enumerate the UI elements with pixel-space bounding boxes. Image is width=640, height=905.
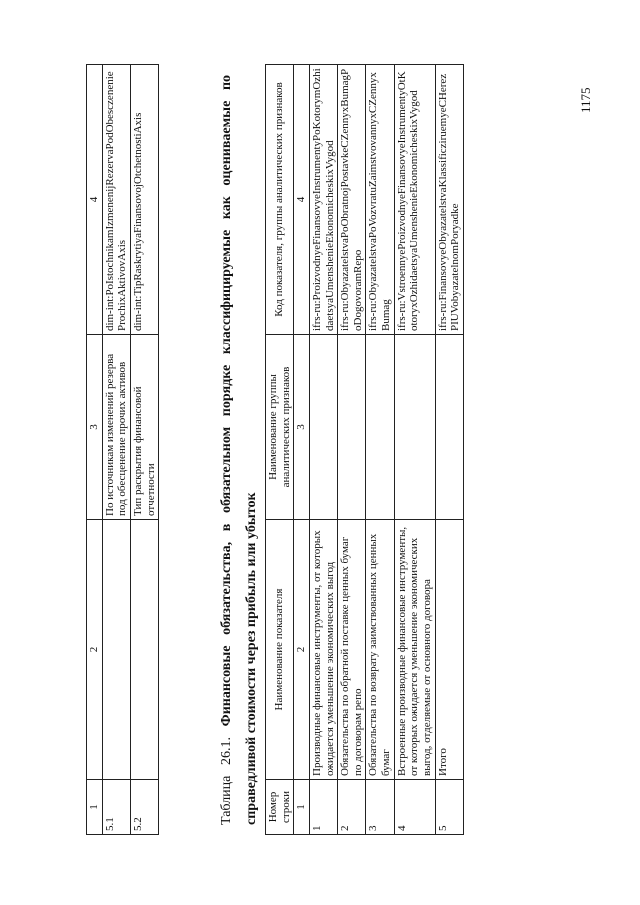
indicator-name: Обязательства по обратной поставке ценных бумаг по договорам репо — [338, 520, 366, 780]
group-name: Тип раскрытия финансовой отчетности — [130, 335, 158, 520]
indicator-name: Встроенные производные финансовые инструменты, от которых ожидается уменьшение экономических выгод, отделяемые от основного договора — [394, 520, 435, 780]
indicator-code: ifrs-ru:ProizvodnyeFinansovyeInstrumentyPoKotorymOzhidaetsyaUmenshenieEkonomicheskixVygod — [309, 65, 337, 335]
indicator-code: dim-int:PoIstochnikamIzmenenijRezervaPodObesczenenieProchixAktivovAxis — [102, 65, 130, 335]
row-number: 3 — [366, 780, 394, 835]
table-row — [309, 65, 337, 835]
group-name — [309, 335, 337, 520]
col-number: 4 — [294, 65, 310, 335]
page-number: 1175 — [578, 87, 593, 113]
col-number: 2 — [294, 520, 310, 780]
table-header-row — [266, 65, 294, 835]
col-number: 3 — [294, 335, 310, 520]
table-caption — [215, 75, 264, 825]
col-number: 1 — [87, 780, 103, 835]
row-number: 5 — [435, 780, 463, 835]
group-name — [366, 335, 394, 520]
table-row — [394, 65, 435, 835]
group-name — [338, 335, 366, 520]
header-group-name: Наименование группы аналитических признаков — [266, 335, 294, 520]
column-numbers-row — [294, 65, 310, 835]
group-name — [435, 335, 463, 520]
header-indicator-name: Наименование показателя — [266, 520, 294, 780]
col-number: 1 — [294, 780, 310, 835]
row-number: 1 — [309, 780, 337, 835]
caption-lead: Таблица 26.1. — [219, 736, 234, 825]
indicator-code: ifrs-ru:ObyazatelstvaPoObratnojPostavkeCZennyxBumagPoDogovoramRepo — [338, 65, 366, 335]
indicator-name: Обязательства по возврату заимствованных ценных бумаг — [366, 520, 394, 780]
table-row — [366, 65, 394, 835]
row-number: 5.1 — [102, 780, 130, 835]
row-number: 2 — [338, 780, 366, 835]
table-row — [338, 65, 366, 835]
indicator-name: Итого — [435, 520, 463, 780]
indicator-name — [102, 520, 130, 780]
indicator-name: Производные финансовые инструменты, от которых ожидается уменьшение экономических выгод — [309, 520, 337, 780]
continued-table — [86, 64, 159, 835]
table-row — [102, 65, 130, 835]
caption-title: Финансовые обязательства, в обязательном порядке классифицируемые как оцениваемые по справедливой стоимости через прибыль или убыток — [219, 74, 259, 825]
col-number: 4 — [87, 65, 103, 335]
header-code: Код показателя, группы аналитических признаков — [266, 65, 294, 335]
row-number: 4 — [394, 780, 435, 835]
indicator-name — [130, 520, 158, 780]
table-row — [130, 65, 158, 835]
header-row-number: Номер строки — [266, 780, 294, 835]
indicator-code: ifrs-ru:FinansovyeObyazatelstvaKlassificziruemyeCHerezPIUVobyazatelnomPoryadke — [435, 65, 463, 335]
table-row — [87, 65, 103, 835]
indicator-code: ifrs-ru:VstroennyeProizvodnyeFinansovyeInstrumentyOtKotoryxOzhidaetsyaUmenshenieEkonomicheskixVygod — [394, 65, 435, 335]
indicator-code: dim-int:TipRaskrytiyaFinansovojOtchetnostiAxis — [130, 65, 158, 335]
row-number: 5.2 — [130, 780, 158, 835]
col-number: 2 — [87, 520, 103, 780]
financial-liabilities-table — [265, 64, 464, 835]
group-name — [394, 335, 435, 520]
group-name: По источникам изменений резерва под обесценение прочих активов — [102, 335, 130, 520]
indicator-code: ifrs-ru:ObyazatelstvaPoVozvratuZaimstvovannyxCZennyxBumag — [366, 65, 394, 335]
table-row — [435, 65, 463, 835]
col-number: 3 — [87, 335, 103, 520]
